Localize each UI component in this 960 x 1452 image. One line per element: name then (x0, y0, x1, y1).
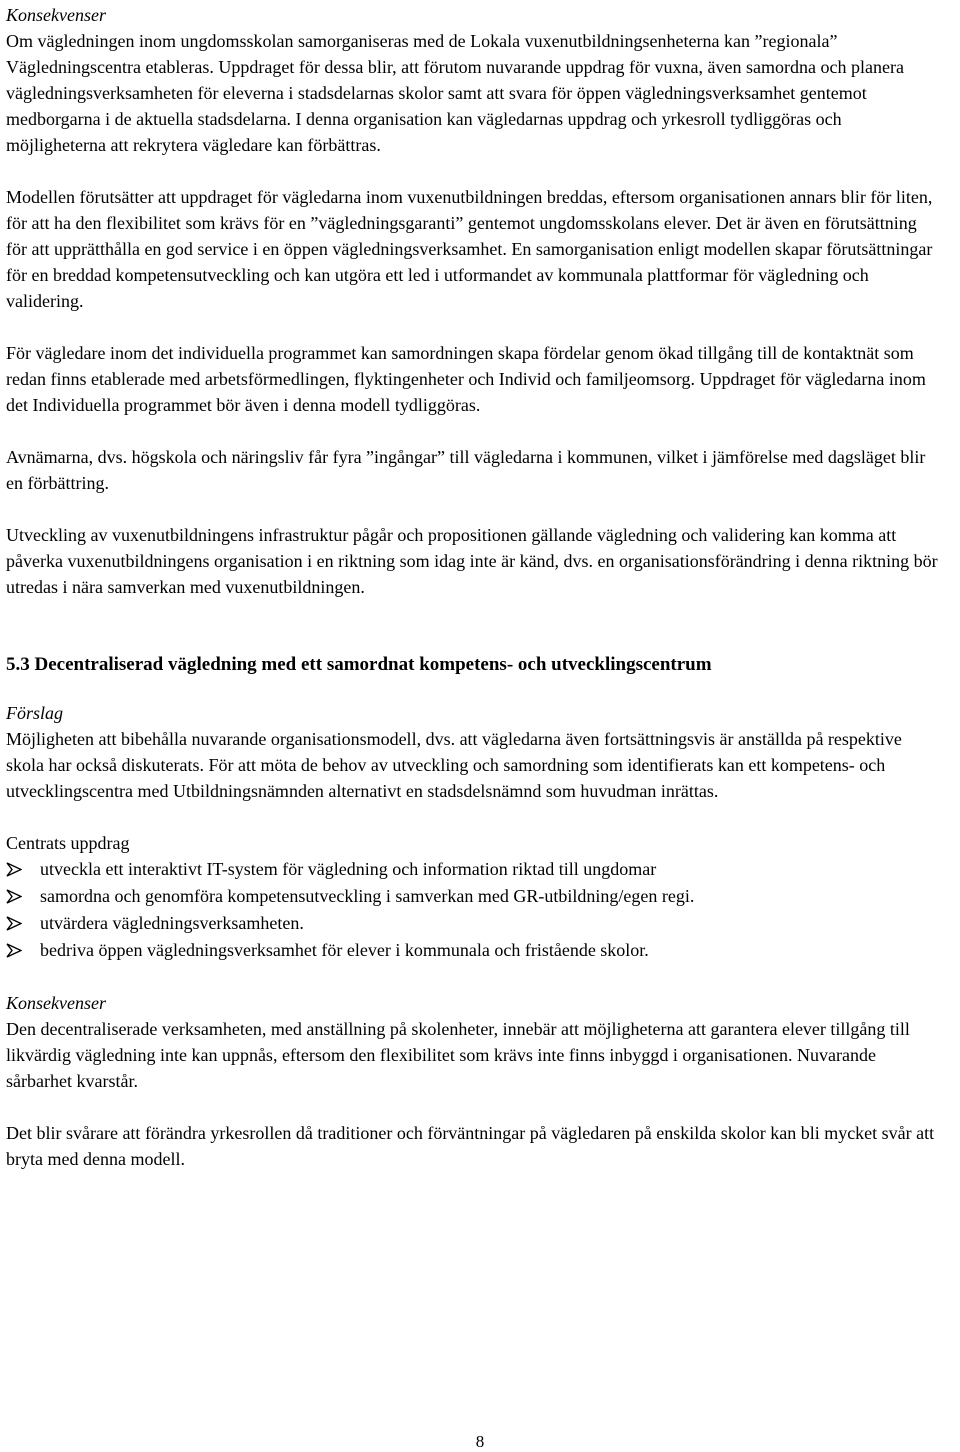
paragraph: Den decentraliserade verksamheten, med anställning på skolenheter, innebär att möjligheterna att garantera elever tillgång till likvärdig vägledning inte kan uppnås, eftersom den flexibilitet som krävs inte finns inbyggd i organisationen. Nuvarande sårbarhet kvarstår. (6, 1019, 910, 1091)
consequences-heading: Konsekvenser (6, 5, 106, 25)
list-item-text: utvärdera vägledningsverksamheten. (40, 913, 304, 933)
list-item-text: utveckla ett interaktivt IT-system för vägledning och information riktad till ungdomar (40, 859, 657, 879)
list-item-text: bedriva öppen vägledningsverksamhet för elever i kommunala och fristående skolor. (40, 940, 649, 960)
list-item (6, 937, 942, 964)
proposal-heading: Förslag (6, 703, 64, 723)
paragraph: Avnämarna, dvs. högskola och näringsliv får fyra ”ingångar” till vägledarna i kommunen, vilket i jämförelse med dagsläget blir en förbättring. (6, 447, 926, 493)
list-item-text: samordna och genomföra kompetensutveckling i samverkan med GR-utbildning/egen regi. (40, 886, 695, 906)
paragraph: Modellen förutsätter att uppdraget för vägledarna inom vuxenutbildningen breddas, eftersom organisationen annars blir för liten, för att ha den flexibilitet som krävs för en ”vägledningsgaranti” gentemot ungdomsskolans elever. Det är även en förutsättning för att upprätthålla en god service i en öppen vägledningsverksamhet. En samorganisation enligt modellen skapar förutsättningar för en breddad kompetensutveckling och kan utgöra ett led i utformandet av kommunala plattformar för vägledning och validering. (6, 187, 933, 311)
consequences-heading: Konsekvenser (6, 993, 106, 1013)
centre-heading: Centrats uppdrag (6, 833, 130, 853)
arrowhead-bullet-icon (6, 889, 22, 904)
section-title: 5.3 Decentraliserad vägledning med ett samordnat kompetens- och utvecklingscentrum (6, 654, 712, 675)
list-item (6, 883, 942, 910)
paragraph: Utveckling av vuxenutbildningens infrastruktur pågår och propositionen gällande vägledning och validering kan komma att påverka vuxenutbildningens organisation i en riktning som idag inte är känd, dvs. en organisationsförändring i denna riktning bör utredas i nära samverkan med vuxenutbildningen. (6, 525, 938, 597)
paragraph: Det blir svårare att förändra yrkesrollen då traditioner och förväntningar på vägledaren på enskilda skolor kan bli mycket svår att bryta med denna modell. (6, 1123, 935, 1169)
arrowhead-bullet-icon (6, 943, 22, 958)
list-item (6, 910, 942, 937)
list-item (6, 856, 942, 883)
page-number: 8 (475, 1432, 485, 1451)
task-list (6, 856, 942, 964)
paragraph: Om vägledningen inom ungdomsskolan samorganiseras med de Lokala vuxenutbildningsenheterna kan ”regionala” Vägledningscentra etableras. Uppdraget för dessa blir, att förutom nuvarande uppdrag för vuxna, även samordna och planera vägledningsverksamheten för eleverna i stadsdelarnas skolor samt att svara för öppen vägledningsverksamhet gentemot medborgarna i de aktuella stadsdelarna. I denna organisation kan vägledarnas uppdrag och yrkesroll tydliggöras och möjligheterna att rekrytera vägledare kan förbättras. (6, 31, 904, 155)
paragraph: Möjligheten att bibehålla nuvarande organisationsmodell, dvs. att vägledarna även fortsättningsvis är anställda på respektive skola har också diskuterats. För att möta de behov av utveckling och samordning som identifierats kan ett kompetens- och utvecklingscentra med Utbildningsnämnden alternativt en stadsdelsnämnd som huvudman inrättas. (6, 729, 902, 801)
paragraph: För vägledare inom det individuella programmet kan samordningen skapa fördelar genom ökad tillgång till de kontaktnät som redan finns etablerade med arbetsförmedlingen, flyktingenheter och Individ och familjeomsorg. Uppdraget för vägledarna inom det Individuella programmet bör även i denna modell tydliggöras. (6, 343, 926, 415)
arrowhead-bullet-icon (6, 916, 22, 931)
arrowhead-bullet-icon (6, 862, 22, 877)
